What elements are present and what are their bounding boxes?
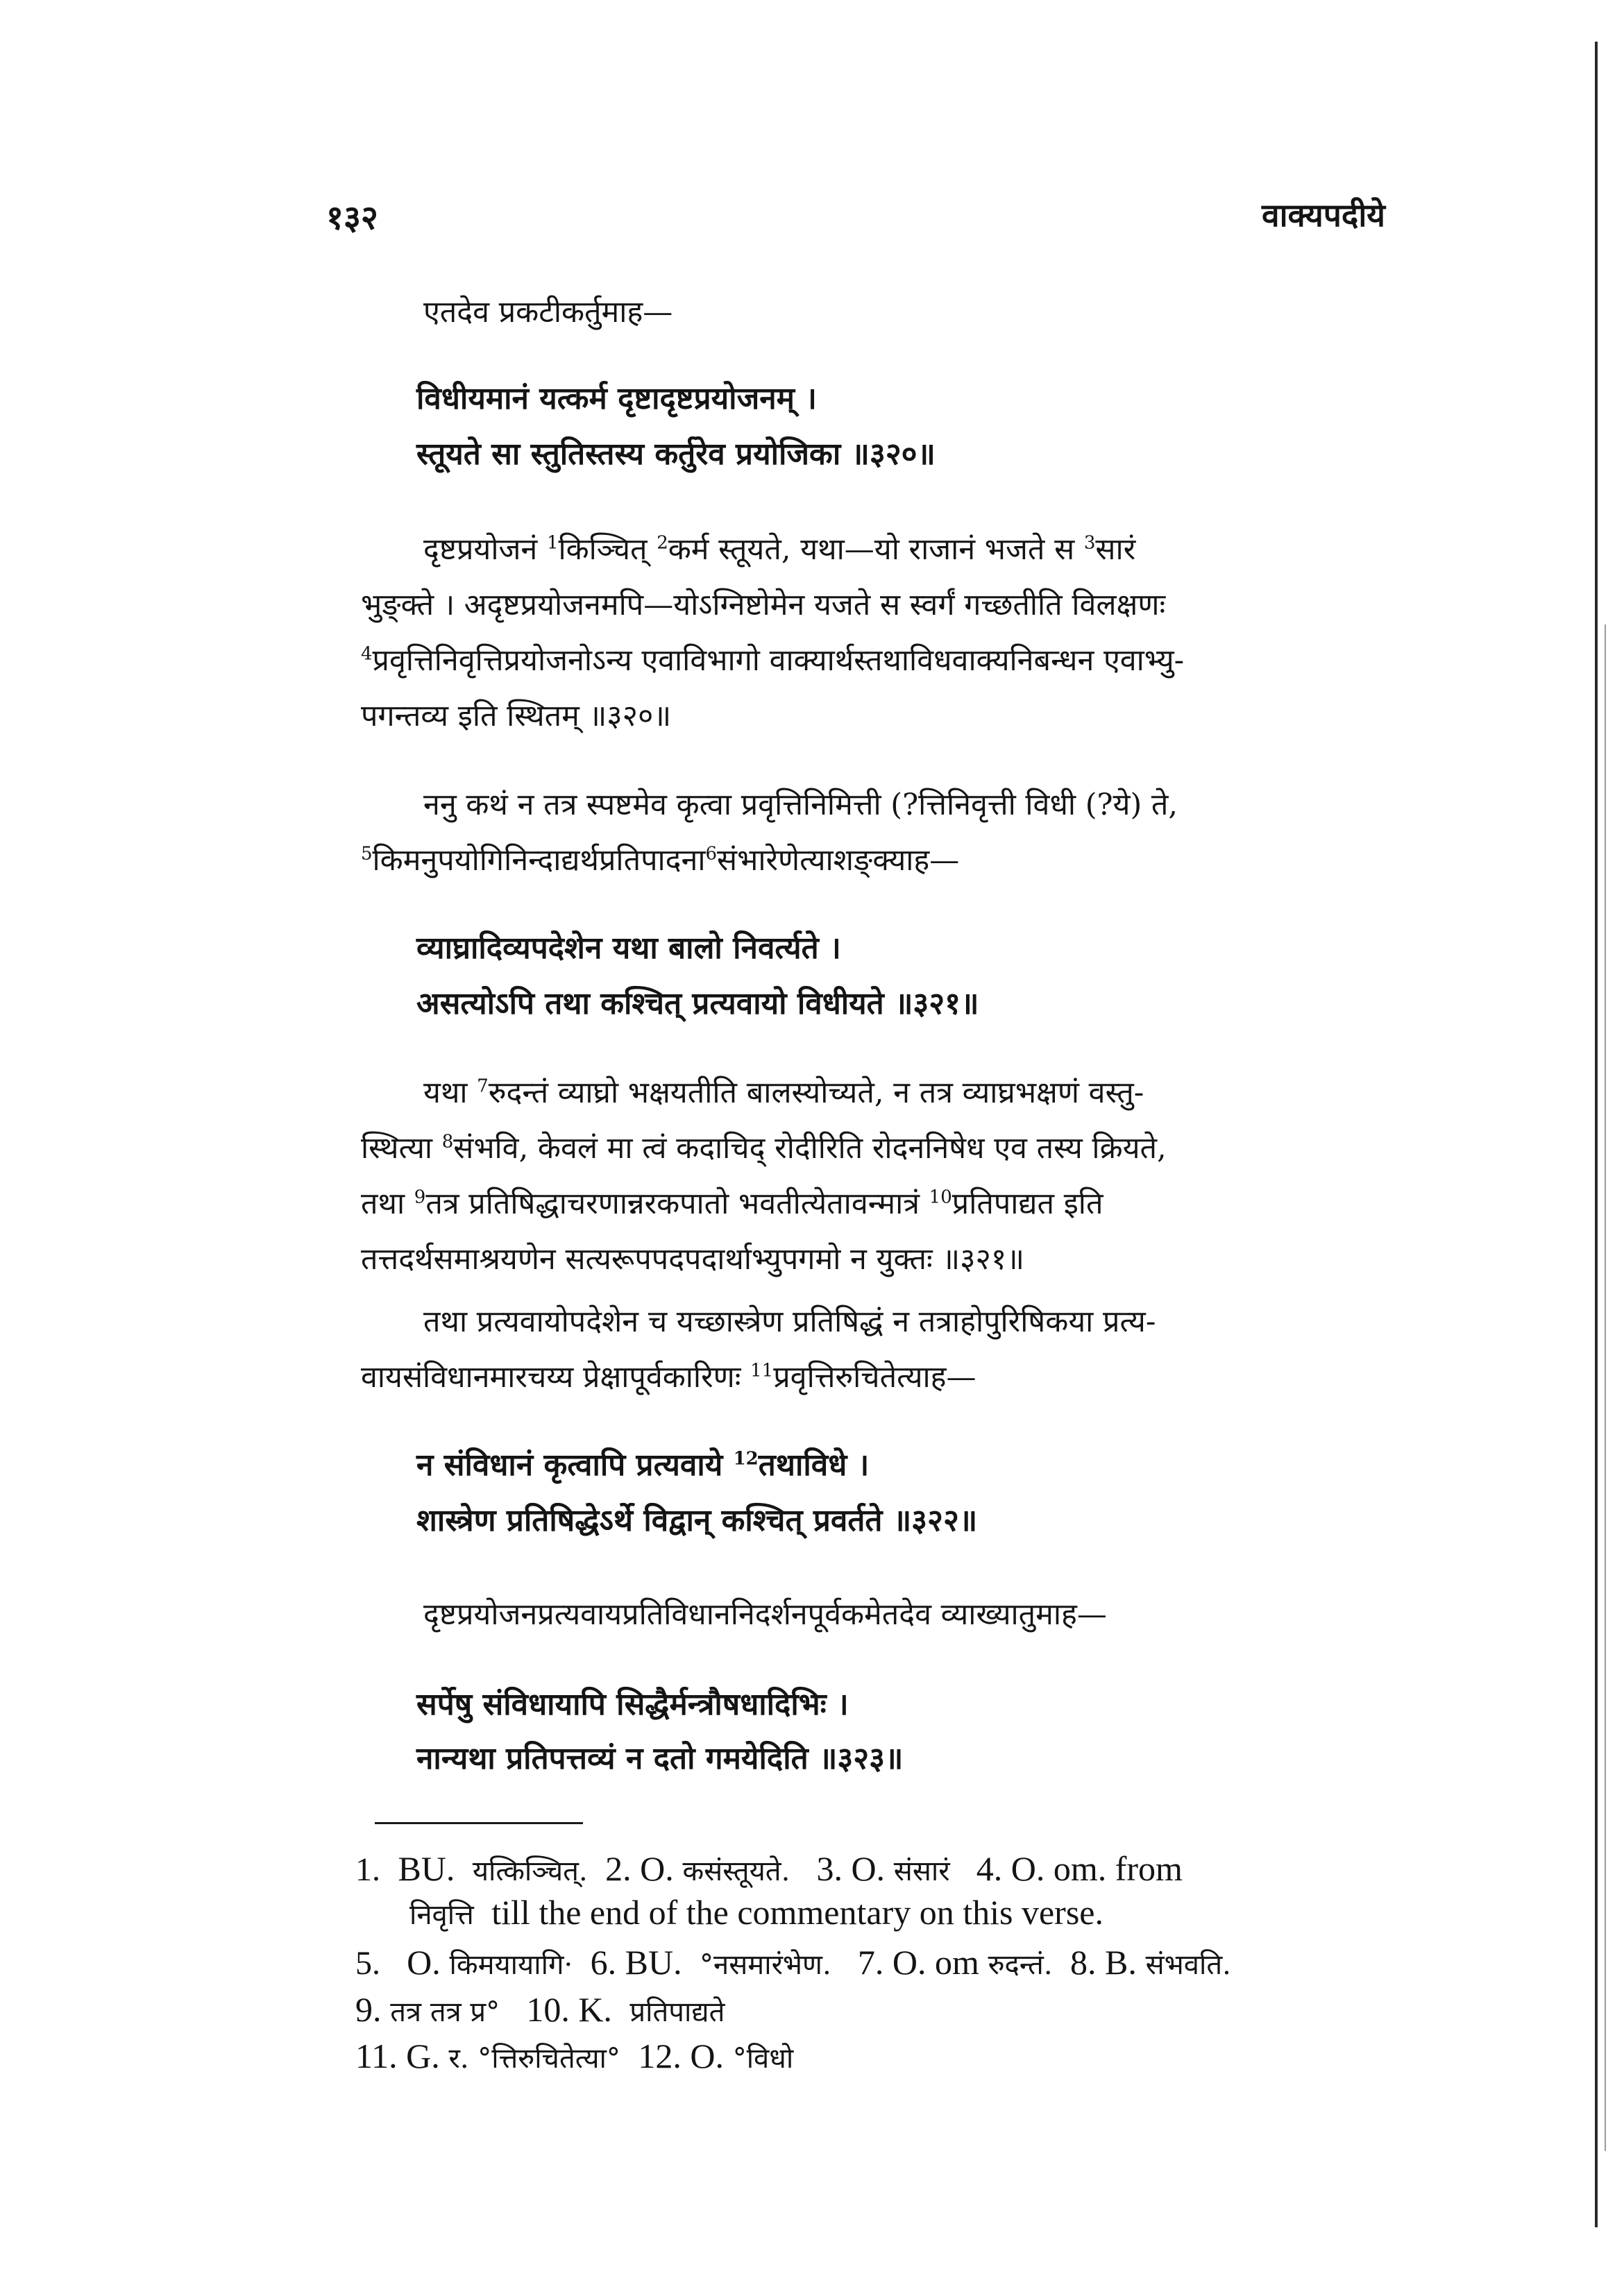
footnote-line-3: 5. O. किमयायागि· 6. BU. °नसमारंभेण. 7. O. om रुदन्तं. 8. B. संभवति. <box>355 1943 1231 1982</box>
verse-323-line-1: सर्पेषु संविधायापि सिद्धैर्मन्त्रौषधादिभिः । <box>416 1687 849 1722</box>
verse-323-line-2: नान्यथा प्रतिपत्तव्यं न दतो गमयेदिति ॥३२३॥ <box>416 1741 904 1776</box>
commentary-320-line-1: दृष्टप्रयोजनं $^1$किञ्चित् $^2$कर्म स्तूयते, यथा—यो राजानं भजते स $^3$सारं <box>423 532 1136 567</box>
footnote-line-5: 11. G. र. °त्तिरुचितेत्या° 12. O. °विधो <box>355 2036 794 2075</box>
binding-edge <box>1595 42 1598 2227</box>
intro-323-line: दृष्टप्रयोजनप्रत्यवायप्रतिविधाननिदर्शनपूर्वकमेतदेव व्याख्यातुमाह— <box>423 1597 1107 1632</box>
footnote-ref: 10 <box>929 1187 952 1208</box>
footnote-line-4: 9. तत्र तत्र प्र° 10. K. प्रतिपाद्यते <box>355 1990 725 2029</box>
intro-321-line-1: ननु कथं न तत्र स्पष्टमेव कृत्वा प्रवृत्तिनिमित्ती (?त्तिनिवृत्ती विधी (?ये) ते, <box>423 788 1178 822</box>
footnote-line-2: निवृत्ति till the end of the commentary on this verse. <box>409 1893 1103 1932</box>
footnote-ref: 6 <box>705 843 718 865</box>
intro-322-line-1: तथा प्रत्यवायोपदेशेन च यच्छास्त्रेण प्रतिषिद्धं न तत्राहोपुरिषिकया प्रत्य- <box>423 1304 1156 1339</box>
footnote-rule <box>375 1822 583 1824</box>
footnote-line-1: 1. BU. यत्किञ्चित्. 2. O. कसंस्तूयते. 3. O. संसारं 4. O. om. from <box>355 1849 1183 1888</box>
footnote-ref: 5 <box>361 843 373 865</box>
commentary-321-line-3: तथा $^9$तत्र प्रतिषिद्धाचरणान्नरकपातो भवतीत्येतावन्मात्रं $^{10}$प्रतिपाद्यत इति <box>361 1187 1103 1221</box>
intro-line: एतदेव प्रकटीकर्तुमाह— <box>423 295 673 330</box>
footnote-ref: 4 <box>361 643 373 665</box>
verse-320-line-2: स्तूयते सा स्तुतिस्तस्य कर्तुरेव प्रयोजिका ॥३२०॥ <box>416 436 936 472</box>
verse-322-line-1: न संविधानं कृत्वापि प्रत्यवाये $^{12}$तथाविधे । <box>416 1447 870 1483</box>
verse-321-line-2: असत्योऽपि तथा कश्चित् प्रत्यवायो विधीयते ॥३२१॥ <box>416 986 979 1021</box>
verse-321-line-1: व्याघ्रादिव्यपदेशेन यथा बालो निवर्त्यते । <box>416 930 841 966</box>
intro-321-line-2: $^5$किमनुपयोगिनिन्दाद्यर्थप्रतिपादना$^6$संभारेणेत्याशङ्क्याह— <box>361 843 960 878</box>
commentary-321-line-4: तत्तदर्थसमाश्रयणेन सत्यरूपपदपदार्थाभ्युपगमो न युक्तः ॥३२१॥ <box>361 1242 1024 1277</box>
commentary-321-line-2: स्थित्या $^8$संभवि, केवलं मा त्वं कदाचिद् रोदीरिति रोदननिषेध एव तस्य क्रियते, <box>361 1131 1167 1166</box>
footnote-ref: 2 <box>657 532 668 554</box>
running-title: वाक्यपदीये <box>1262 196 1385 234</box>
footnote-ref: 1 <box>546 532 559 554</box>
footnote-ref: 3 <box>1083 532 1096 554</box>
footnote-ref: 7 <box>477 1075 489 1097</box>
footnote-ref: 11 <box>750 1360 774 1381</box>
commentary-320-line-3: $^4$प्रवृत्तिनिवृत्तिप्रयोजनोऽन्य एवाविभागो वाक्यार्थस्तथाविधवाक्यनिबन्धन एवाभ्यु- <box>361 643 1185 678</box>
commentary-320-line-4: पगन्तव्य इति स्थितम् ॥३२०॥ <box>361 699 672 733</box>
page-number: १३२ <box>326 198 378 237</box>
verse-322-line-2: शास्त्रेण प्रतिषिद्धेऽर्थे विद्वान् कश्चित् प्रवर्तते ॥३२२॥ <box>416 1503 978 1538</box>
commentary-320-line-2: भुङ्क्ते । अदृष्टप्रयोजनमपि—योऽग्निष्टोमेन यजते स स्वर्गं गच्छतीति विलक्षणः <box>361 588 1166 622</box>
footnote-ref: 8 <box>441 1131 454 1153</box>
footnote-ref: 12 <box>733 1448 759 1470</box>
footnote-ref: 9 <box>414 1187 426 1208</box>
verse-320-line-1: विधीयमानं यत्कर्म दृष्टादृष्टप्रयोजनम् । <box>416 381 817 416</box>
commentary-321-line-1: यथा $^7$रुदन्तं व्याघ्रो भक्षयतीति बालस्योच्यते, न तत्र व्याघ्रभक्षणं वस्तु- <box>423 1075 1144 1110</box>
intro-322-line-2: वायसंविधानमारचय्य प्रेक्षापूर्वकारिणः $^{11}$प्रवृत्तिरुचितेत्याह— <box>361 1360 976 1395</box>
binding-shadow <box>1605 624 1606 2151</box>
